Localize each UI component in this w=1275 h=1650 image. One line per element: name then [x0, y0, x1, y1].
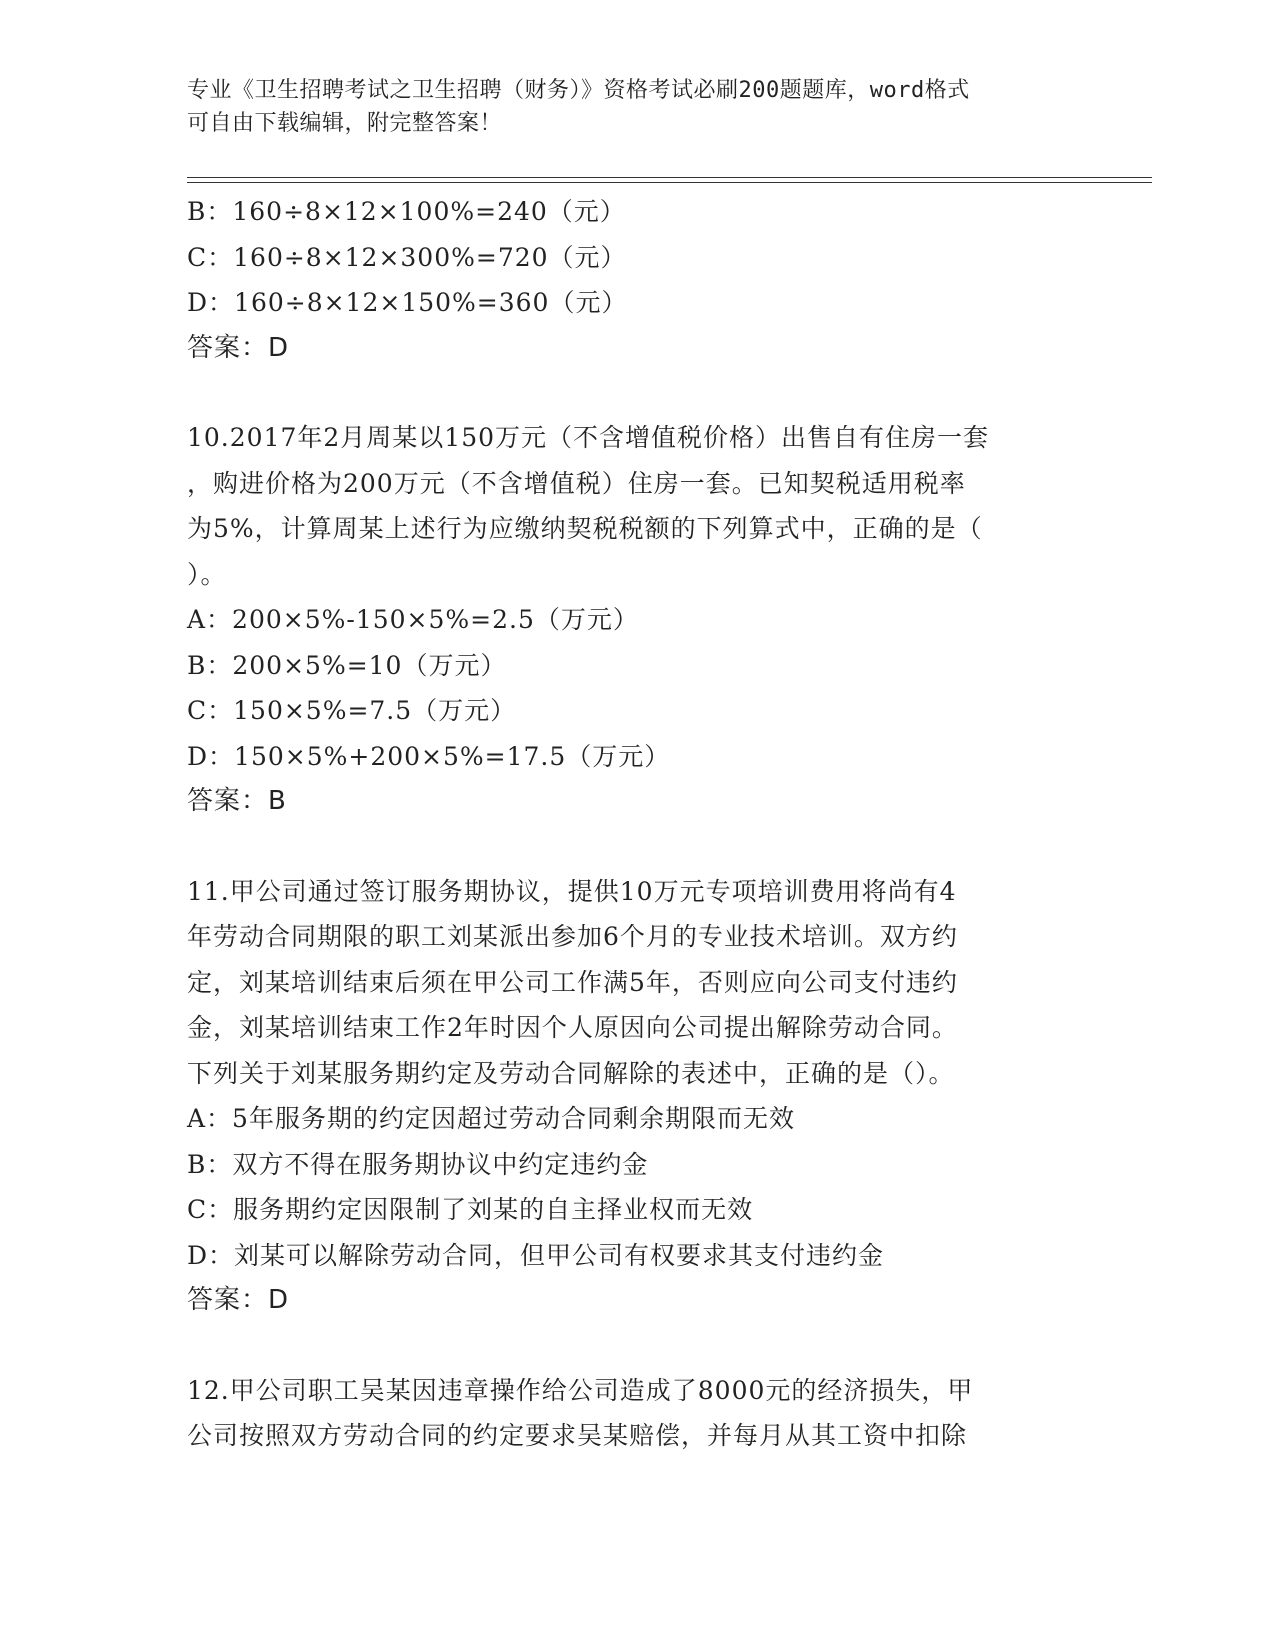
option-b: B：200×5%=10（万元） [187, 650, 507, 680]
page-header [187, 74, 1067, 140]
answer: 答案：D [187, 1285, 290, 1315]
option-b: B：双方不得在服务期协议中约定违约金 [187, 1149, 649, 1179]
option-d: D：刘某可以解除劳动合同，但甲公司有权要求其支付违约金 [187, 1240, 885, 1270]
answer: 答案：B [187, 786, 287, 816]
question-stem-line: 12.甲公司职工吴某因违章操作给公司造成了8000元的经济损失，甲 [187, 1375, 974, 1405]
answer: 答案：D [187, 332, 290, 363]
question-stem-line: 年劳动合同期限的职工刘某派出参加6个月的专业技术培训。双方约 [187, 922, 958, 951]
option-c: C：160÷8×12×300%=720（元） [187, 242, 627, 272]
header-divider [187, 177, 1152, 183]
question-stem-line: 为5%，计算周某上述行为应缴纳契税税额的下列算式中，正确的是（ [187, 514, 983, 543]
question-stem-line: 金，刘某培训结束工作2年时因个人原因向公司提出解除劳动合同。 [187, 1013, 958, 1042]
option-d: D：150×5%+200×5%=17.5（万元） [187, 741, 671, 771]
option-b: B：160÷8×12×100%=240（元） [187, 197, 626, 226]
question-9-continued [187, 189, 1087, 371]
option-a: A：200×5%-150×5%=2.5（万元） [187, 605, 639, 634]
question-11 [187, 869, 1087, 1324]
option-d: D：160÷8×12×150%=360（元） [187, 288, 628, 317]
question-12 [187, 1368, 1087, 1459]
question-stem-line: ）。 [187, 559, 227, 589]
header-line-1: 专业《卫生招聘考试之卫生招聘（财务）》资格考试必刷200题题库，word格式 [187, 78, 970, 103]
option-c: C：150×5%=7.5（万元） [187, 696, 517, 725]
document-body [187, 189, 1087, 1459]
option-a: A：5年服务期的约定因超过劳动合同剩余期限而无效 [187, 1104, 795, 1133]
question-stem-line: 定，刘某培训结束后须在甲公司工作满5年，否则应向公司支付违约 [187, 967, 958, 997]
question-stem-line: 公司按照双方劳动合同的约定要求吴某赔偿，并每月从其工资中扣除 [187, 1421, 968, 1450]
question-stem-line: ，购进价格为200万元（不含增值税）住房一套。已知契税适用税率 [187, 468, 966, 498]
question-stem-line: 下列关于刘某服务期约定及劳动合同解除的表述中，正确的是（）。 [187, 1058, 955, 1088]
question-10 [187, 415, 1087, 825]
option-c: C：服务期约定因限制了刘某的自主择业权而无效 [187, 1195, 754, 1224]
question-stem-line: 11.甲公司通过签订服务期协议，提供10万元专项培训费用将尚有4 [187, 876, 957, 906]
question-stem-line: 10.2017年2月周某以150万元（不含增值税价格）出售自有住房一套 [187, 423, 990, 452]
header-line-2: 可自由下载编辑，附完整答案！ [187, 111, 503, 136]
